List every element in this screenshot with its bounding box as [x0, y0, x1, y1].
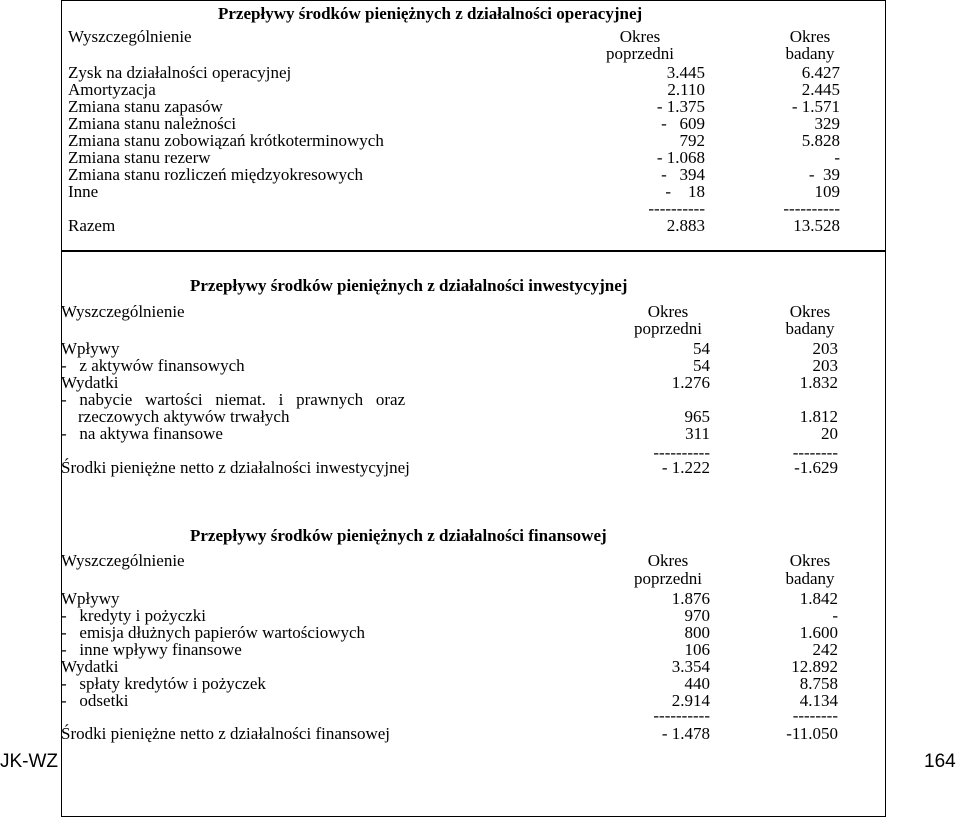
financing-row-prev: 800 [684, 623, 710, 642]
operating-header-label: Wyszczególnienie [68, 27, 192, 46]
operating-total-curr: 13.528 [793, 216, 840, 235]
investing-row-prev: 1.276 [671, 373, 710, 392]
investing-header-prev-2: poprzedni [634, 319, 702, 338]
operating-row-label: Amortyzacja [68, 80, 156, 99]
investing-row-curr: 1.812 [799, 407, 838, 426]
investing-row-label: - nabycie wartości niemat. i prawnych oraz [61, 390, 406, 409]
investing-row-label: - z aktywów finansowych [61, 356, 245, 375]
investing-row-curr: 203 [812, 356, 838, 375]
page-number: 164 [924, 751, 956, 772]
operating-row-curr: 5.828 [801, 131, 840, 150]
operating-total-label: Razem [68, 216, 116, 235]
investing-header-curr-1: Okres [789, 302, 831, 321]
investing-total-curr: -1.629 [794, 458, 838, 477]
operating-row-prev: - 18 [665, 182, 705, 201]
financing-row-label: - inne wpływy finansowe [61, 640, 242, 659]
financing-row-curr: 1.842 [799, 589, 838, 608]
investing-row-prev: 54 [693, 356, 710, 375]
financing-row-prev: 2.914 [671, 691, 710, 710]
footer-left: JK-WZ [0, 751, 59, 772]
operating-header-prev-2: poprzedni [606, 44, 674, 63]
operating-row-label: Zysk na działalności operacyjnej [68, 63, 292, 82]
financing-row-prev: 3.354 [671, 657, 710, 676]
financing-row-label: - kredyty i pożyczki [61, 606, 206, 625]
investing-header-curr-2: badany [785, 319, 835, 338]
investing-separator-prev: ---------- [653, 443, 710, 462]
investing-row-prev: 54 [693, 339, 710, 358]
investing-title: Przepływy środków pieniężnych z działalności inwestycyjnej [190, 276, 628, 295]
financing-header-label: Wyszczególnienie [61, 551, 185, 570]
operating-row-curr: - 39 [808, 165, 840, 184]
operating-row-label: Inne [68, 182, 99, 201]
operating-row-curr: 329 [814, 114, 840, 133]
investing-row-label: rzeczowych aktywów trwałych [61, 407, 290, 426]
investing-header-prev-1: Okres [647, 302, 689, 321]
financing-header-prev-2: poprzedni [634, 569, 702, 588]
financing-header-curr-2: badany [785, 569, 835, 588]
operating-row-label: Zmiana stanu zobowiązań krótkoterminowych [68, 131, 384, 150]
financing-row-label: - emisja dłużnych papierów wartościowych [61, 623, 366, 642]
financing-row-label: Wydatki [61, 657, 119, 676]
operating-row-curr: 2.445 [801, 80, 840, 99]
operating-row-prev: - 394 [661, 165, 705, 184]
operating-row-label: Zmiana stanu rozliczeń międzyokresowych [68, 165, 364, 184]
financing-separator-curr: -------- [792, 706, 838, 725]
financing-total-curr: -11.050 [786, 724, 838, 743]
operating-row-curr: 6.427 [801, 63, 840, 82]
operating-row-curr: - [834, 148, 840, 167]
investing-header-label: Wyszczególnienie [61, 302, 185, 321]
investing-row-curr: 1.832 [799, 373, 838, 392]
investing-row-curr: 20 [821, 424, 838, 443]
financing-row-label: - spłaty kredytów i pożyczek [61, 674, 266, 693]
financing-row-curr: 1.600 [799, 623, 838, 642]
operating-header-prev-1: Okres [619, 27, 661, 46]
operating-row-label: Zmiana stanu zapasów [68, 97, 223, 116]
financing-row-prev: 106 [684, 640, 710, 659]
investing-row-label: Wydatki [61, 373, 119, 392]
financing-row-label: - odsetki [61, 691, 129, 710]
financing-row-prev: 970 [684, 606, 710, 625]
operating-separator-prev: ---------- [648, 199, 705, 218]
financing-row-curr: 242 [812, 640, 838, 659]
financing-row-curr: - [832, 606, 838, 625]
operating-header-curr-1: Okres [789, 27, 831, 46]
operating-row-prev: - 609 [661, 114, 705, 133]
financing-row-label: Wpływy [61, 589, 120, 608]
operating-row-curr: 109 [814, 182, 840, 201]
financing-row-curr: 12.892 [791, 657, 838, 676]
investing-total-prev: - 1.222 [661, 458, 710, 477]
financing-row-prev: 1.876 [671, 589, 710, 608]
operating-header-curr-2: badany [785, 44, 835, 63]
operating-row-prev: 2.110 [667, 80, 705, 99]
financing-total-label: Środki pieniężne netto z działalności finansowej [61, 724, 391, 743]
financing-total-prev: - 1.478 [661, 724, 710, 743]
operating-row-curr: - 1.571 [791, 97, 840, 116]
operating-row-prev: 792 [679, 131, 705, 150]
investing-row-curr: 203 [812, 339, 838, 358]
financing-title: Przepływy środków pieniężnych z działalności finansowej [190, 526, 607, 545]
investing-separator-curr: -------- [792, 443, 838, 462]
operating-row-label: Zmiana stanu rezerw [68, 148, 211, 167]
financing-header-prev-1: Okres [647, 551, 689, 570]
financing-row-curr: 4.134 [799, 691, 838, 710]
financing-header-curr-1: Okres [789, 551, 831, 570]
investing-row-prev: 311 [685, 424, 710, 443]
operating-row-prev: - 1.375 [656, 97, 705, 116]
operating-separator-curr: ---------- [783, 199, 840, 218]
operating-row-label: Zmiana stanu należności [68, 114, 237, 133]
investing-row-label: - na aktywa finansowe [61, 424, 223, 443]
operating-title: Przepływy środków pieniężnych z działalności operacyjnej [218, 4, 643, 23]
operating-total-prev: 2.883 [666, 216, 705, 235]
investing-total-label: Środki pieniężne netto z działalności inwestycyjnej [61, 458, 410, 477]
investing-row-label: Wpływy [61, 339, 120, 358]
operating-row-prev: - 1.068 [656, 148, 705, 167]
operating-row-prev: 3.445 [666, 63, 705, 82]
financing-separator-prev: ---------- [653, 706, 710, 725]
financing-row-curr: 8.758 [799, 674, 838, 693]
investing-row-prev: 965 [684, 407, 710, 426]
financing-row-prev: 440 [684, 674, 710, 693]
